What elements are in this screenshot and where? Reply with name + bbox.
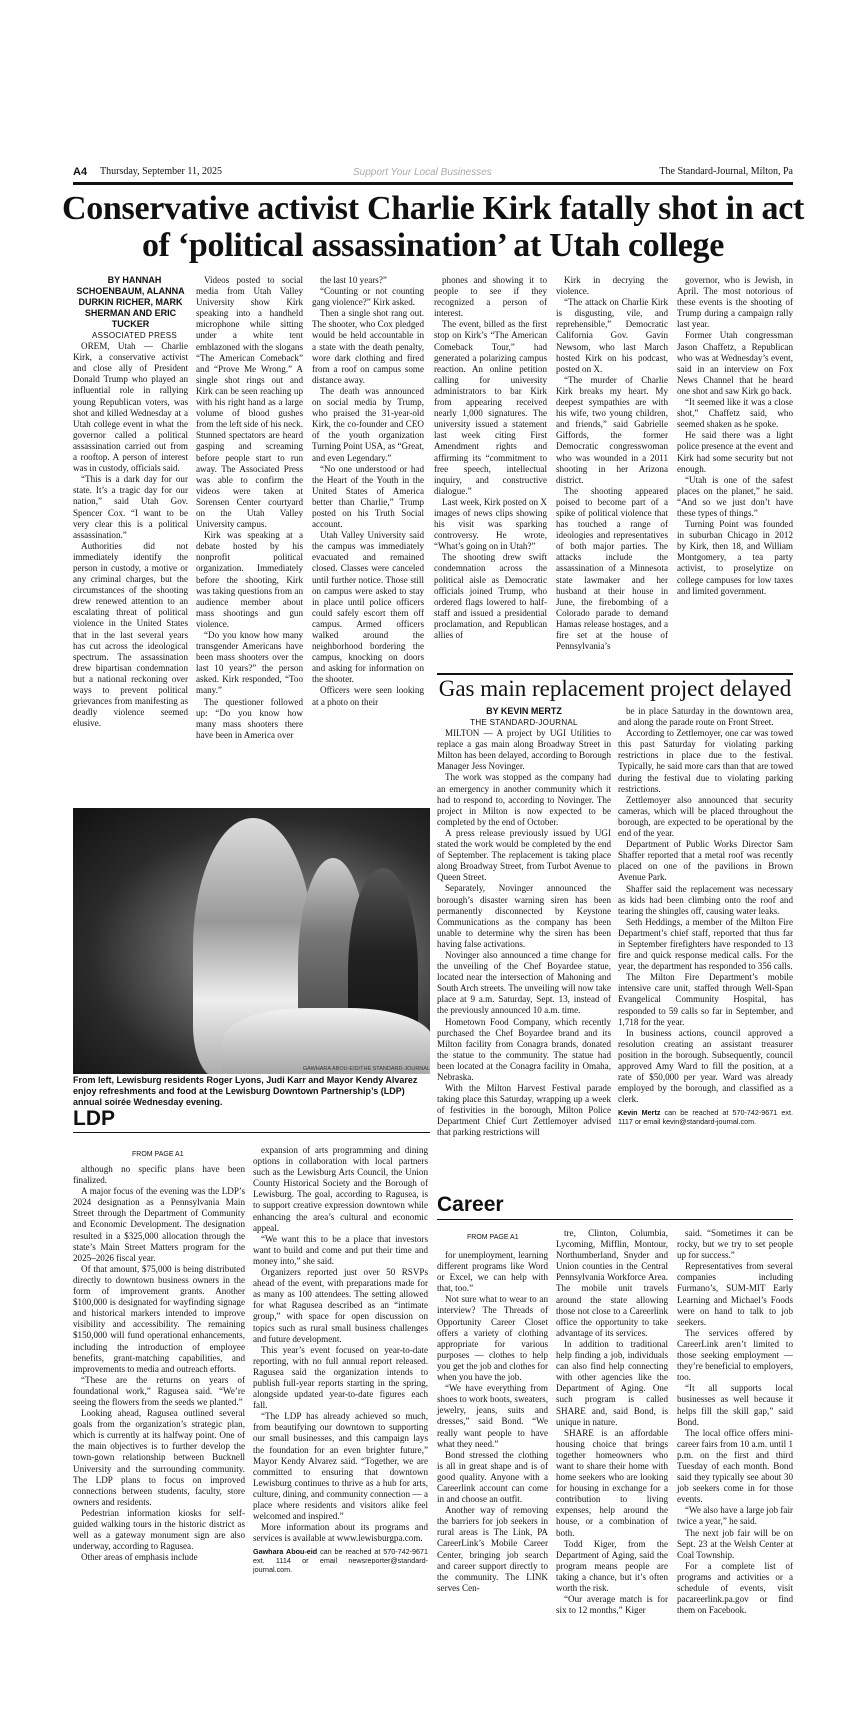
career-from-page: FROM PAGE A1: [467, 1234, 519, 1241]
paragraph: Kirk in decrying the violence.: [556, 275, 668, 297]
kirk-col-2: [196, 275, 303, 741]
paragraph: the last 10 years?”: [320, 275, 387, 285]
ldp-head: LDP: [73, 1107, 115, 1130]
paragraph: Novinger also announced a time change for the unveiling of the Chef Boyardee statue, located near the intersection of Mahoning and South Arch streets. The unveiling will now take place at 9 a.m. Saturday, Sept. 13, instead of the previously announced 10 a.m. time.: [437, 949, 611, 1016]
paragraph: Last week, Kirk posted on X images of news clips showing his visit was sparking controversy. He wrote, “What’s going on in Utah?”: [434, 496, 547, 552]
paragraph: “Counting or not counting gang violence?” Kirk asked.: [312, 286, 424, 308]
paragraph: Turning Point was founded in suburban Chicago in 2012 by Kirk, then 18, and William Montgomery, a tea party activist, to proselytize on college campuses for low taxes and limited government.: [677, 519, 793, 596]
paragraph: A major focus of the evening was the LDP’s 2024 designation as a Pennsylvania Main Street through the Department of Community and Economic Development. The designation resulted in a $325,000 allocation through the state’s Main Street Matters program for the 2025–2026 fiscal year.: [73, 1186, 245, 1263]
kirk-col-3: [312, 275, 424, 708]
paragraph: governor, who is Jewish, in April. The most notorious of these events is the shooting of Trump during a campaign rally last year.: [677, 275, 793, 330]
paragraph: be in place Saturday in the downtown area, and along the parade route on Front Street.: [618, 706, 793, 728]
photo-table: [223, 1008, 430, 1074]
paragraph: The local office offers mini-career fairs from 10 a.m. until 1 p.m. on the first and third Tuesday of each month. Bond said they typically see about 30 job seekers come in for those events.: [677, 1427, 793, 1505]
career-rule: [437, 1219, 793, 1220]
kirk-byline: BY HANNAH SCHOENBAUM, ALANNA DURKIN RICHER, MARK SHERMAN AND ERIC TUCKER: [76, 275, 185, 329]
paragraph: Looking ahead, Ragusea outlined several goals from the organization’s strategic plan, which is currently at its halfway point. One of the main objectives is to further develop the town-gown relationship between Bucknell University and the surrounding community. The LDP plans to focus on improved connections between students, faculty, store owners and residents.: [73, 1408, 245, 1507]
paragraph: Bond stressed the clothing is all in great shape and is of good quality. Anyone with a Careerlink account can come in and choose an outfit.: [437, 1449, 548, 1505]
paragraph: “Utah is one of the safest places on the planet,” he said. “And so we just don’t have these types of things.”: [677, 474, 793, 518]
paragraph: Shaffer said the replacement was necessary as kids had been climbing onto the roof and tearing the shingles off, causing water leaks.: [618, 883, 793, 916]
page-number: A4: [73, 166, 88, 178]
soiree-photo: [73, 808, 430, 1074]
ldp-tagline: Gawhara Abou-eid can be reached at 570-742-9671 ext. 1114 or email newsreporter@standard-journal.com.: [253, 1547, 429, 1575]
paragraph: The services offered by CareerLink aren’t limited to those seeking employment — they’re beneficial to employers, too.: [677, 1327, 793, 1383]
paragraph: The Milton Fire Department’s mobile intensive care unit, staffed through Well-Span Evangelical Community Hospital, has responded to 59 calls so far in September, and 1,718 for the year.: [618, 972, 793, 1027]
paragraph: “These are the returns on years of foundational work,” Ragusea said. “We’re seeing the flowers from the seeds we planted.”: [73, 1374, 245, 1407]
gas-tagline: Kevin Mertz can be reached at 570-742-9671 ext. 1117 or email kevin@standard-journal.com.: [618, 1108, 793, 1127]
paragraph: Separately, Novinger announced the borough’s disaster warning siren has been permanently disconnected by Keystone Communications as the company has been unable to determine why the siren has been having false activations.: [437, 883, 611, 949]
paragraph: “This is a dark day for our state. It’s a tragic day for our nation,” said Utah Gov. Spencer Cox. “I want to be very clear this is a political assassination.”: [73, 474, 188, 540]
folio: [73, 165, 793, 183]
paragraph: Zettlemoyer also announced that security cameras, which will be placed throughout the borough, are expected to be operational by the end of the year.: [618, 794, 793, 839]
publication-name: The Standard-Journal, Milton, Pa: [659, 166, 793, 177]
paragraph: OREM, Utah — Charlie Kirk, a conservative activist and close ally of President Donald Trump who played an influential role in rallying young Republican voters, was shot and killed Wednesday at a Utah college event in what the governor called a political assassination carried out from a rooftop. A person of interest was in custody, officials said.: [73, 341, 188, 474]
ldp-col-1: [73, 1164, 245, 1563]
paragraph: tre, Clinton, Columbia, Lycoming, Mifflin, Montour, Northumberland, Snyder and Union counties in the Central Pennsylvania Workforce Area. The mobile unit travels around the state allowing those not close to a Careerlink office the opportunity to take advantage of its services.: [556, 1228, 668, 1338]
gas-top-rule: [437, 673, 793, 675]
paragraph: Of that amount, $75,000 is being distributed directly to downtown business owners in the form of improvement grants. Another $100,000 is designated for wayfinding signage and historical markers intended to improve visibility and accessibility. The remaining $150,000 will fund operational enhancements, including the introduction of employee benefits, grant-matching capabilities, and improvements to media and outreach efforts.: [73, 1263, 245, 1374]
paragraph: “We also have a large job fair twice a year,” he said.: [677, 1505, 793, 1527]
paragraph: In business actions, council approved a resolution creating an assistant treasurer position in the borough. Subsequently, council approved Amy Ward to fill the position, at a rate of $50,000 per year. Ward was already employed by the borough, and classified as a clerk.: [618, 1027, 793, 1105]
paragraph: “We have everything from shoes to work boots, sweaters, jewelry, jeans, suits and dresses,” said Bond. “We really want people to have what they need.”: [437, 1383, 548, 1449]
paragraph: Not sure what to wear to an interview? The Threads of Opportunity Career Closet offers a variety of clothing appropriate for various purposes — clothes to help you get the job and clothes for when you have the job.: [437, 1294, 548, 1383]
paragraph: SHARE is an affordable housing choice that brings together homeowners who want to share their home with home seekers who are looking for housing in exchange for a contribution to living expenses, help around the house, or a combination of both.: [556, 1427, 668, 1538]
kirk-headline: Conservative activist Charlie Kirk fatally shot in act of ‘political assassination’ at Utah college: [61, 190, 805, 264]
kirk-col-4: [434, 275, 547, 641]
paragraph: The event, billed as the first stop on Kirk’s “The American Comeback Tour,” had generated a polarizing campus reaction. An online petition calling for university administrators to bar Kirk from appearing received nearly 1,000 signatures. The university issued a statement last week citing First Amendment rights and affirming its “commitment to free speech, intellectual inquiry, and constructive dialogue.”: [434, 319, 547, 496]
ldp-rule: [73, 1132, 430, 1133]
paragraph: Former Utah congressman Jason Chaffetz, a Republican who was at Wednesday’s event, said in an interview on Fox News Channel that he heard one shot and saw Kirk go back.: [677, 330, 793, 396]
paragraph: Representatives from several companies including Furmano’s, SUM-MIT Early Learning and Michael’s Foods were on hand to talk to job seekers.: [677, 1261, 793, 1327]
paragraph: Department of Public Works Director Sam Shaffer reported that a metal roof was recently placed on one of the pavilions in Brown Avenue Park.: [618, 839, 793, 883]
top-rule: [73, 182, 793, 185]
paragraph: The questioner followed up: “Do you know how many mass shooters there have been in America over: [196, 696, 303, 740]
paragraph: for unemployment, learning different programs like Word or Excel, we can help with that, too.”: [437, 1250, 548, 1294]
gas-headline: Gas main replacement project delayed: [438, 676, 792, 701]
paragraph: Another way of removing the barriers for job seekers in rural areas is The Link, PA CareerLink’s Mobile Career Center, bringing job search and career support directly to the community. The LINK serves Cen-: [437, 1505, 548, 1593]
paragraph: Other areas of emphasis include: [81, 1552, 198, 1563]
paragraph: although no specific plans have been finalized.: [73, 1164, 245, 1186]
paragraph: said. “Sometimes it can be rocky, but we try to set people up for success.”: [677, 1228, 793, 1261]
gas-col-1: [437, 706, 611, 1139]
paragraph: Pedestrian information kiosks for self-guided walking tours in the historic district as well as a gateway monument sign are also underway, according to Ragusea.: [73, 1507, 245, 1552]
paragraph: “Our average match is for six to 12 months,” Kiger: [556, 1594, 668, 1616]
career-col-3: [677, 1228, 793, 1616]
paragraph: The next job fair will be on Sept. 23 at the Welsh Center at Coal Township.: [677, 1527, 793, 1560]
photo-caption: From left, Lewisburg residents Roger Lyons, Judi Karr and Mayor Kendy Alvarez enjoy refreshments and food at the Lewisburg Downtown Partnership’s (LDP) annual soirée Wednesday evening.: [73, 1075, 418, 1107]
paragraph: MILTON — A project by UGI Utilities to replace a gas main along Broadway Street in Milton has been delayed, according to Borough Manager Jess Novinger.: [437, 728, 611, 772]
paragraph: expansion of arts programming and dining options in collaboration with local partners such as the Lewisburg Arts Council, the Union County Historical Society and the Borough of Lewisburg. The goal, according to Ragusea, is to support creative expression downtown while enhancing the area’s cultural and economic appeal.: [253, 1145, 428, 1233]
paragraph: This year’s event focused on year-to-date reporting, with no full annual report released. Ragusea said the organization intends to publish full-year reports starting in the spring, alongside updated year-to-date figures each fall.: [253, 1344, 428, 1411]
kirk-col-5: [556, 275, 668, 652]
photo-credit: GAWHARA ABOU-EID/THE STANDARD-JOURNAL: [302, 1066, 430, 1072]
paragraph: A press release previously issued by UGI stated the work would be completed by the end of September. The replacement is taking place along Broadway Street, from Turbot Avenue to Queen Street.: [437, 827, 611, 883]
paragraph: Todd Kiger, from the Department of Aging, said the program means people are taking a chance, but it’s often worth the risk.: [556, 1538, 668, 1593]
paragraph: “No one understood or had the Heart of the Youth in the United States of America better than Charlie,” Trump posted on his Truth Social account.: [312, 463, 424, 530]
paragraph: With the Milton Harvest Festival parade taking place this Saturday, wrapping up a week of festivities in the borough, Milton Police Department Chief Curt Zettlemoyer advised that parking restrictions will: [437, 1083, 611, 1138]
gas-agency: THE STANDARD-JOURNAL: [470, 718, 578, 727]
paragraph: “We want this to be a place that investors want to build and come and put their time and money into,” she said.: [253, 1233, 428, 1266]
paragraph: “It all supports local businesses as well because it helps fill the skill gap,” said Bond.: [677, 1383, 793, 1427]
issue-date: Thursday, September 11, 2025: [100, 166, 223, 177]
slogan: Support Your Local Businesses: [353, 167, 492, 178]
paragraph: Organizers reported just over 50 RSVPs ahead of the event, with preparations made for as many as 100 attendees. The setting allowed for what Ragusea described as an “intimate group,” with space for open discussion on topics such as rural small business challenges and future development.: [253, 1267, 428, 1344]
paragraph: The work was stopped as the company had an emergency in another community which it had to respond to, according to Novinger. The project in Milton is now expected to be completed by the end of October.: [437, 772, 611, 827]
paragraph: Seth Heddings, a member of the Milton Fire Department’s chief staff, reported that thus far in September firefighters have responded to 13 fire and quick response medical calls. For the year, the department has responded to 356 calls.: [618, 916, 793, 972]
paragraph: Officers were seen looking at a photo on their: [312, 685, 424, 707]
career-head: Career: [437, 1193, 504, 1216]
paragraph: Kirk was speaking at a debate hosted by his nonprofit political organization. Immediately before the shooting, Kirk was taking questions from an audience member about mass shootings and gun violence.: [196, 530, 303, 629]
kirk-col-6: [677, 275, 793, 597]
paragraph: The shooting appeared poised to become part of a spike of political violence that has touched a range of ideologies and representatives of both major parties. The attacks include the assassination of a Minnesota state lawmaker and her husband at their house in June, the firebombing of a Colorado parade to demand Hamas release hostages, and a fire set at the house of Pennsylvania’s: [556, 485, 668, 652]
paragraph: According to Zettlemoyer, one car was towed this past Saturday for violating parking restrictions in place due to the festival. Typically, he said more cars than that are towed during the festival due to violating parking restrictions.: [618, 728, 793, 794]
paragraph: For a complete list of programs and activities or a schedule of events, visit pacareerlink.pa.gov or find them on Facebook.: [677, 1560, 793, 1616]
ldp-col-2: [253, 1145, 428, 1574]
paragraph: “Do you know how many transgender Americans have been mass shooters over the last 10 years?” the person asked. Kirk responded, “Too many.”: [196, 630, 303, 696]
paragraph: Then a single shot rang out. The shooter, who Cox pledged would be held accountable in a state with the death penalty, wore dark clothing and fired from a roof on campus some distance away.: [312, 308, 424, 385]
paragraph: Videos posted to social media from Utah Valley University show Kirk speaking into a handheld microphone while sitting under a white tent emblazoned with the slogans “The American Comeback” and “Prove Me Wrong.” A single shot rings out and Kirk can be seen reaching up with his right hand as a large volume of blood gushes from the left side of his neck. Stunned spectators are heard gasping and screaming before people start to run away. The Associated Press was able to confirm the videos were taken at Sorensen Center courtyard on the Utah Valley University campus.: [196, 275, 303, 530]
career-col-1: [437, 1250, 548, 1594]
kirk-col-1: [73, 275, 188, 729]
paragraph: “The murder of Charlie Kirk breaks my heart. My deepest sympathies are with his wife, two young children, and friends,” said Gabrielle Giffords, the former Democratic congresswoman who was wounded in a 2011 shooting in her Arizona district.: [556, 374, 668, 485]
gas-col-2: [618, 706, 793, 1126]
kirk-agency: ASSOCIATED PRESS: [91, 331, 178, 340]
paragraph: Utah Valley University said the campus was immediately evacuated and remained closed. Classes were canceled until further notice. Those still on campus were asked to stay in place until police officers could safely escort them off campus. Armed officers walked around the neighborhood bordering the campus, knocking on doors and asking for information on the shooter.: [312, 530, 424, 685]
paragraph: The death was announced on social media by Trump, who praised the 31-year-old Kirk, the co-founder and CEO of the youth organization Turning Point USA, as “Great, and even Legendary.”: [312, 385, 424, 463]
paragraph: Authorities did not immediately identify the person in custody, a motive or any criminal charges, but the circumstances of the shooting drew renewed attention to an escalating threat of political violence in the United States that in the last several years has cut across the ideological spectrum. The assassination drew bipartisan condemnation but a national reckoning over ways to prevent political grievances from manifesting as deadly violence seemed elusive.: [73, 540, 188, 729]
paragraph: “The LDP has already achieved so much, from beautifying our downtown to supporting our small businesses, and this campaign lays the foundation for an even brighter future,” Mayor Kendy Alvarez said. “Together, we are committed to ensuring that downtown Lewisburg continues to thrive as a hub for arts, culture, dining, and community connection — a place where residents and visitors alike feel welcomed and inspired.”: [253, 1411, 428, 1522]
paragraph: More information about its programs and services is available at www.lewisburgpa.com.: [253, 1522, 428, 1544]
paragraph: “The attack on Charlie Kirk is disgusting, vile, and reprehensible,” Democratic California Gov. Gavin Newsom, who last March hosted Kirk on his podcast, posted on X.: [556, 297, 668, 374]
paragraph: He said there was a light police presence at the event and Kirk had some security but not enough.: [677, 430, 793, 474]
ldp-from-page: FROM PAGE A1: [132, 1151, 184, 1158]
career-col-2: [556, 1228, 668, 1616]
gas-byline: BY KEVIN MERTZ: [486, 706, 562, 716]
paragraph: The shooting drew swift condemnation across the political aisle as Democratic officials joined Trump, who ordered flags lowered to half-staff and issued a presidential proclamation, and Republican allies of: [434, 552, 547, 640]
paragraph: Hometown Food Company, which recently purchased the Chef Boyardee brand and its Milton facility from Conagra brands, donated the statue to the community. The statue had been located at the Conagra facility in Omaha, Nebraska.: [437, 1016, 611, 1082]
paragraph: “It seemed like it was a close shot,” Chaffetz said, who seemed shaken as he spoke.: [677, 397, 793, 430]
paragraph: phones and showing it to people to see if they recognized a person of interest.: [434, 275, 547, 319]
paragraph: In addition to traditional help finding a job, individuals can also find help connecting with other agencies like the Department of Aging. One such program is called SHARE and, said Bond, is unique in nature.: [556, 1338, 668, 1427]
